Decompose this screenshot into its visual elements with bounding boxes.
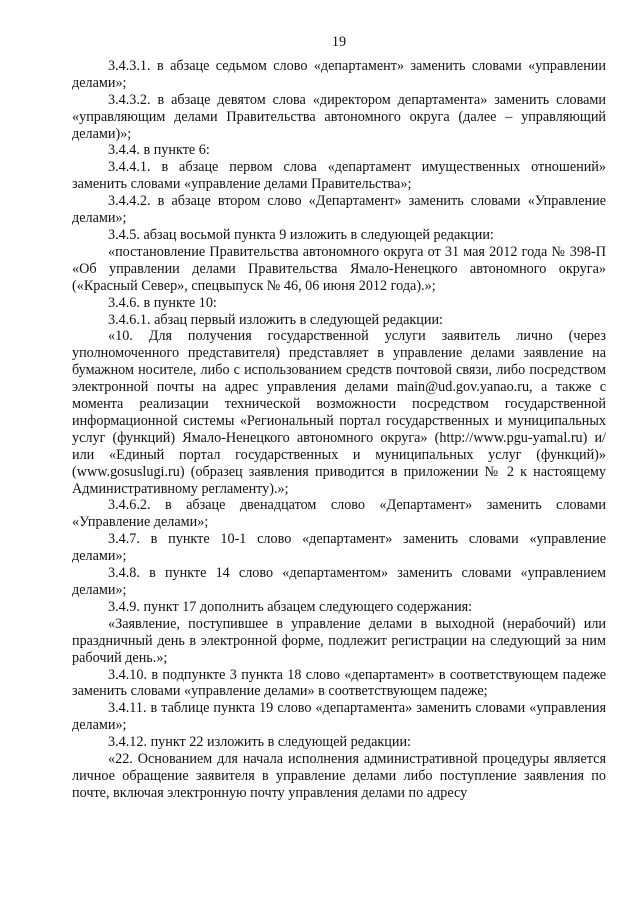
paragraph-quote-application: «Заявление, поступившее в управление делами в выходной (нерабочий) или праздничный день в электронной форме, подлежит регистрации на следующий за ним рабочий день.»; — [72, 615, 606, 666]
paragraph-3-4-11: 3.4.11. в таблице пункта 19 слово «департамента» заменить словами «управления делами»; — [72, 700, 606, 734]
paragraph-3-4-6-2: 3.4.6.2. в абзаце двенадцатом слово «Департамент» заменить словами «Управление делами»; — [72, 497, 606, 531]
paragraph-3-4-4-2: 3.4.4.2. в абзаце втором слово «Департамент» заменить словами «Управление делами»; — [72, 193, 606, 227]
document-body — [72, 58, 606, 802]
paragraph-3-4-6-1: 3.4.6.1. абзац первый изложить в следующей редакции: — [108, 311, 443, 328]
paragraph-quote-item-10: «10. Для получения государственной услуги заявитель лично (через уполномоченного представителя) представляет в управление делами заявление на бумажном носителе, либо с использованием средств почтовой связи, либо посредством электронной почты на адрес управления делами main@ud.gov.yanao.ru, а также с момента реализации технической возможности посредством государственной информационной системы «Региональный портал государственных и муниципальных услуг (функций) Ямало-Ненецкого автономного округа» (http://www.pgu-yamal.ru) и/или «Единый портал государственных и муниципальных услуг (функций)» (www.gosuslugi.ru) (образец заявления приводится в приложении № 2 к настоящему Административному регламенту).»; — [72, 328, 606, 497]
paragraph-3-4-8: 3.4.8. в пункте 14 слово «департаментом» заменить словами «управлением делами»; — [72, 565, 606, 598]
paragraph-3-4-10: 3.4.10. в подпункте 3 пункта 18 слово «департамент» в соответствующем падеже заменить словами «управление делами» в соответствующем падеже; — [72, 666, 606, 700]
paragraph-3-4-3-2: 3.4.3.2. в абзаце девятом слова «директором департамента» заменить словами «управляющим делами Правительства автономного округа (далее – управляющий делами)»; — [72, 91, 606, 142]
paragraph-3-4-9: 3.4.9. пункт 17 дополнить абзацем следующего содержания: — [108, 598, 473, 615]
paragraph-3-4-5: 3.4.5. абзац восьмой пункта 9 изложить в следующей редакции: — [108, 226, 494, 243]
paragraph-3-4-7: 3.4.7. в пункте 10-1 слово «департамент» заменить словами «управление делами»; — [72, 531, 606, 565]
paragraph-quote-item-22: «22. Основанием для начала исполнения административной процедуры является личное обращение заявителя в управление делами либо поступление заявления по почте, включая электронную почту управления делами по адресу — [72, 751, 606, 801]
page-number: 19 — [331, 34, 347, 50]
paragraph-3-4-6: 3.4.6. в пункте 10: — [108, 294, 217, 311]
paragraph-3-4-4: 3.4.4. в пункте 6: — [108, 142, 210, 159]
paragraph-3-4-3-1: 3.4.3.1. в абзаце седьмом слово «департамент» заменить словами «управлении делами»; — [72, 57, 606, 91]
paragraph-quote-resolution: «постановление Правительства автономного округа от 31 мая 2012 года № 398-П «Об управлении делами Правительства Ямало-Ненецкого автономного округа» («Красный Север», спецвыпуск № 46, 06 июня 2012 года).»; — [72, 243, 606, 294]
paragraph-3-4-12: 3.4.12. пункт 22 изложить в следующей редакции: — [108, 734, 411, 751]
paragraph-3-4-4-1: 3.4.4.1. в абзаце первом слова «департамент имущественных отношений» заменить словами «управление делами Правительства»; — [72, 159, 606, 193]
